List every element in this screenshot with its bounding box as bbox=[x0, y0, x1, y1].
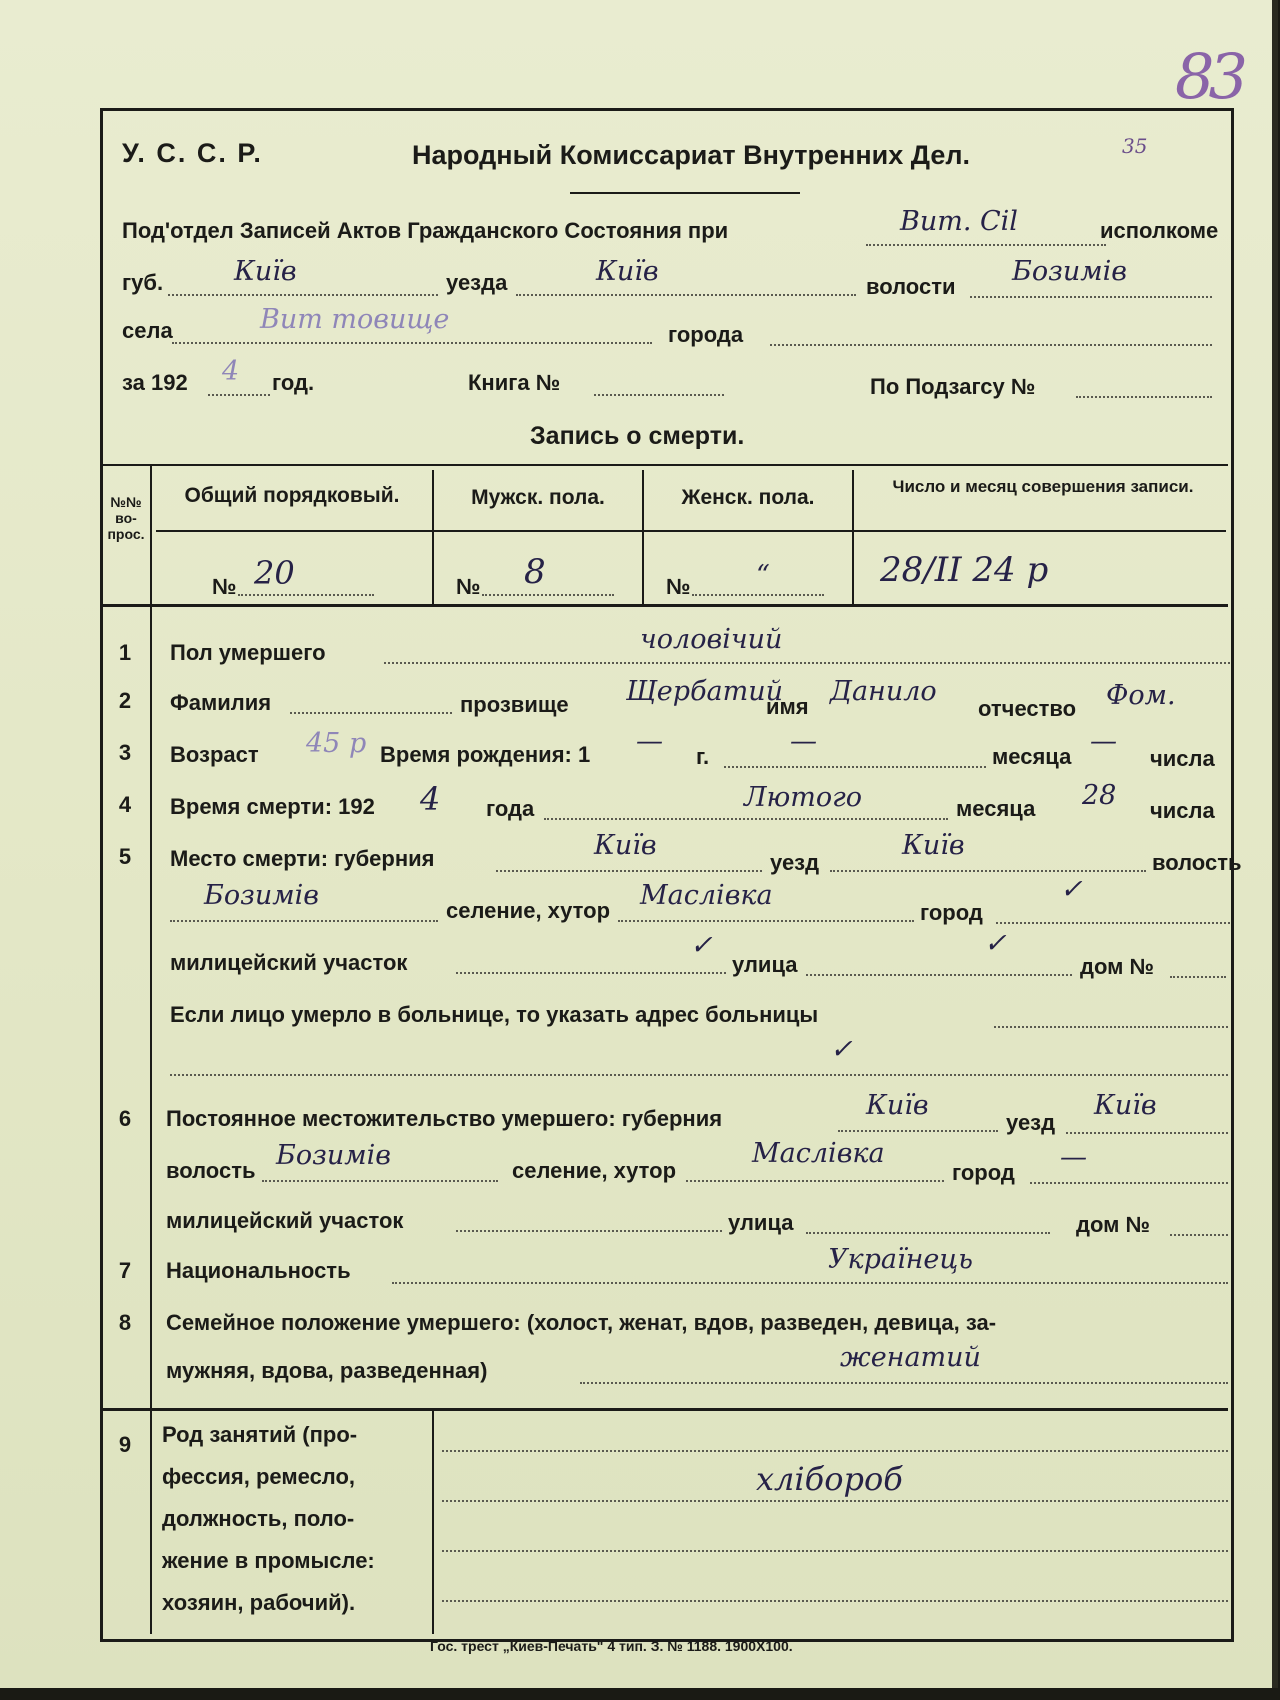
female-value: “ bbox=[756, 560, 770, 591]
f6-uezd-line bbox=[1066, 1132, 1228, 1134]
gorod-label: города bbox=[668, 322, 744, 347]
f6-uezd-label: уезд bbox=[1006, 1110, 1056, 1135]
f9-line-3 bbox=[442, 1550, 1228, 1552]
f8-label: Семейное положение умершего: (холост, женат, вдов, разведен, девица, за- bbox=[166, 1310, 997, 1335]
f5-gub-value: Київ bbox=[594, 830, 657, 861]
volost-label: волости bbox=[866, 274, 956, 299]
f9-label-line-1: Род занятий (про- bbox=[162, 1422, 358, 1447]
f5-volost-value: Бозимів bbox=[204, 880, 319, 911]
f6-label: Постоянное местожительство умершего: губерния bbox=[166, 1106, 723, 1131]
f6-uezd-value: Київ bbox=[1094, 1090, 1157, 1121]
f1-label: Пол умершего bbox=[170, 640, 326, 665]
row-number-9: 9 bbox=[118, 1432, 132, 1457]
f3-age-value: 45 р bbox=[306, 728, 367, 759]
row-number-3: 3 bbox=[118, 740, 132, 765]
gub-line bbox=[168, 294, 438, 296]
f2-surname-line bbox=[290, 712, 452, 714]
row-number-7: 7 bbox=[118, 1258, 132, 1283]
f4-label: Время смерти: 192 bbox=[170, 794, 375, 819]
f6-gub-line bbox=[838, 1130, 998, 1132]
row-number-divider bbox=[150, 604, 152, 1410]
male-col-header: Мужск. пола. bbox=[471, 486, 605, 509]
f5-gorod-check: ✓ bbox=[1060, 874, 1083, 905]
row-number-4: 4 bbox=[118, 792, 132, 817]
f2-surname-value: Щербатий bbox=[626, 676, 784, 707]
table-bottom-rule bbox=[102, 604, 1228, 607]
f3-day-dash: — bbox=[1090, 726, 1117, 757]
col-divider-4 bbox=[852, 470, 854, 604]
table-top-rule bbox=[102, 464, 1228, 466]
f6-gorod-line bbox=[1030, 1182, 1228, 1184]
f4-goda-label: года bbox=[486, 796, 535, 821]
date-col-header: Число и месяц совершения записи. bbox=[892, 477, 1194, 496]
f8-value: женатий bbox=[840, 1342, 981, 1373]
row-number-2: 2 bbox=[118, 688, 132, 713]
year-suffix: год. bbox=[272, 370, 315, 395]
female-line bbox=[692, 594, 824, 596]
f5-hospital-line-2 bbox=[170, 1074, 1228, 1076]
date-value: 28/II 24 р bbox=[880, 550, 1049, 590]
general-value: 20 bbox=[254, 554, 295, 592]
corner-note: 35 bbox=[1122, 134, 1148, 158]
podzags-line bbox=[1076, 396, 1212, 398]
f6-gorod-label: город bbox=[952, 1160, 1015, 1185]
f6-selo-label: селение, хутор bbox=[512, 1158, 677, 1183]
f9-label-line-3: должность, поло- bbox=[162, 1506, 355, 1531]
subdept-label: Под'отдел Записей Актов Гражданского Состояния при bbox=[122, 218, 729, 243]
male-line bbox=[482, 594, 614, 596]
f8-label-2: мужняя, вдова, разведенная) bbox=[166, 1358, 488, 1383]
commissariat-label: Народный Комиссариат Внутренних Дел. bbox=[412, 140, 970, 170]
f6-dom-line bbox=[1170, 1234, 1228, 1236]
f9-label-line-5: хозяин, рабочий). bbox=[162, 1590, 356, 1615]
volost-value: Бозимів bbox=[1012, 256, 1127, 287]
f5-uezd-line bbox=[830, 870, 1146, 872]
selo-label: села bbox=[122, 318, 173, 343]
f6-gub-value: Київ bbox=[866, 1090, 929, 1121]
question-col-header: №№ во- прос. bbox=[107, 494, 145, 542]
book-label: Книга № bbox=[468, 370, 561, 395]
year-value: 4 bbox=[222, 356, 240, 387]
year-label: за 192 bbox=[122, 370, 188, 395]
f8-line bbox=[580, 1382, 1228, 1384]
volost-line bbox=[970, 296, 1212, 298]
f4-year-value: 4 bbox=[420, 780, 441, 818]
f7-label: Национальность bbox=[166, 1258, 351, 1283]
f3-month-dash: — bbox=[790, 726, 817, 757]
f5-gorod-label: город bbox=[920, 900, 983, 925]
book-line bbox=[594, 394, 724, 396]
col-divider-1 bbox=[150, 464, 152, 610]
subdept-value: Вит. Cil bbox=[900, 206, 1018, 237]
female-no-sign: № bbox=[666, 574, 691, 599]
male-value: 8 bbox=[524, 552, 546, 592]
f1-line bbox=[384, 662, 1230, 664]
f9-line-2 bbox=[442, 1500, 1228, 1502]
row-number-5: 5 bbox=[118, 844, 132, 869]
f5-gub-line bbox=[496, 870, 762, 872]
form-title: Запись о смерти. bbox=[530, 422, 745, 450]
f3-month-label: месяца bbox=[992, 744, 1072, 769]
male-no-sign: № bbox=[456, 574, 481, 599]
f2-label: Фамилия bbox=[170, 690, 272, 715]
f5-mil-label: милицейский участок bbox=[170, 950, 408, 975]
f2-patronymic-value: Фом. bbox=[1106, 680, 1176, 711]
f4-day-label: числа bbox=[1150, 798, 1215, 823]
f5-selo-label: селение, хутор bbox=[446, 898, 611, 923]
f6-ulica-line bbox=[806, 1232, 1050, 1234]
selo-line bbox=[172, 342, 652, 344]
f4-month-value: Лютого bbox=[744, 782, 863, 813]
f5-hospital-check: ✓ bbox=[830, 1034, 853, 1065]
general-no-sign: № bbox=[212, 574, 237, 599]
f5-hospital-label: Если лицо умерло в больнице, то указать адрес больницы bbox=[170, 1002, 819, 1027]
f4-day-value: 28 bbox=[1082, 780, 1117, 811]
f5-uezd-label: уезд bbox=[770, 850, 820, 875]
f5-ulica-label: улица bbox=[732, 952, 798, 977]
general-line bbox=[238, 594, 374, 596]
f6-volost-line bbox=[262, 1180, 498, 1182]
f2-name-label: имя bbox=[766, 694, 809, 719]
uezd-value: Київ bbox=[596, 256, 659, 287]
f3-year-dash: — bbox=[636, 726, 663, 757]
row-number-6: 6 bbox=[118, 1106, 132, 1131]
col-divider-3 bbox=[642, 470, 644, 604]
republic-label: У. С. С. Р. bbox=[122, 138, 263, 168]
f7-line bbox=[392, 1282, 1228, 1284]
f2-name-value: Данило bbox=[830, 676, 937, 707]
female-col-header: Женск. пола. bbox=[681, 486, 815, 509]
f6-mil-line bbox=[456, 1230, 722, 1232]
podzags-label: По Подзагсу № bbox=[870, 374, 1036, 399]
f3-g-label: г. bbox=[696, 744, 710, 769]
f5-ulica-line bbox=[806, 974, 1072, 976]
f5-volost-label: волость bbox=[1152, 850, 1242, 875]
f2-nick-label: прозвище bbox=[460, 692, 569, 717]
uezd-label: уезда bbox=[446, 270, 508, 295]
table-mid-rule bbox=[156, 530, 1226, 532]
gub-value: Київ bbox=[234, 256, 297, 287]
f4-month-line bbox=[544, 818, 948, 820]
year-line bbox=[208, 394, 270, 396]
f9-label-line-2: фессия, ремесло, bbox=[162, 1464, 356, 1489]
uezd-line bbox=[516, 294, 856, 296]
f5-volost-line bbox=[170, 920, 438, 922]
f5-mil-line bbox=[456, 972, 726, 974]
f3-g-line bbox=[724, 766, 986, 768]
f9-label-divider bbox=[432, 1408, 434, 1634]
f2-patronymic-label: отчество bbox=[978, 696, 1077, 721]
f9-line-4 bbox=[442, 1600, 1228, 1602]
f5-label: Место смерти: губерния bbox=[170, 846, 435, 871]
f7-value: Українець bbox=[828, 1244, 973, 1275]
gub-label: губ. bbox=[122, 270, 164, 295]
header-rule bbox=[570, 192, 800, 194]
f6-volost-value: Бозимів bbox=[276, 1140, 391, 1171]
f5-uezd-value: Київ bbox=[902, 830, 965, 861]
row-number-1: 1 bbox=[118, 640, 132, 665]
subdept-line bbox=[866, 244, 1106, 246]
f5-selo-value: Маслівка bbox=[640, 880, 773, 911]
col-divider-2 bbox=[432, 470, 434, 604]
f5-selo-line bbox=[618, 920, 914, 922]
f6-dom-label: дом № bbox=[1076, 1212, 1151, 1237]
f6-ulica-label: улица bbox=[728, 1210, 794, 1235]
f3-label: Возраст bbox=[170, 742, 259, 767]
f5-ulica-check: ✓ bbox=[984, 928, 1007, 959]
f5-dom-label: дом № bbox=[1080, 954, 1155, 979]
f9-number-divider bbox=[150, 1408, 152, 1634]
f3-birth-label: Время рождения: 1 bbox=[380, 742, 591, 767]
f6-selo-line bbox=[686, 1180, 944, 1182]
f5-gorod-line bbox=[996, 922, 1230, 924]
f3-day-label: числа bbox=[1150, 746, 1215, 771]
f9-top-rule bbox=[102, 1408, 1228, 1411]
folio-number: 83 bbox=[1175, 40, 1242, 113]
f9-line-1 bbox=[442, 1450, 1228, 1452]
executive-label: исполкоме bbox=[1100, 218, 1219, 243]
f6-gorod-dash: — bbox=[1060, 1142, 1087, 1173]
f9-label-line-4: жение в промысле: bbox=[162, 1548, 375, 1573]
f5-hospital-line bbox=[994, 1026, 1228, 1028]
f9-value: хлібороб bbox=[756, 1460, 903, 1498]
f4-month-label: месяца bbox=[956, 796, 1036, 821]
f6-mil-label: милицейский участок bbox=[166, 1208, 404, 1233]
f5-dom-line bbox=[1170, 976, 1226, 978]
selo-value: Вит товище bbox=[260, 304, 450, 335]
f1-value: чоловічий bbox=[640, 624, 783, 655]
gorod-line bbox=[770, 344, 1212, 346]
printer-footer: Гос. трест „Киев-Печать" 4 тип. З. № 1188. 1900Х100. bbox=[430, 1638, 793, 1654]
general-col-header: Общий порядковый. bbox=[184, 484, 400, 507]
f5-mil-check: ✓ bbox=[690, 930, 713, 961]
row-number-8: 8 bbox=[118, 1310, 132, 1335]
f6-selo-value: Маслівка bbox=[752, 1138, 885, 1169]
f6-volost-label: волость bbox=[166, 1158, 256, 1183]
